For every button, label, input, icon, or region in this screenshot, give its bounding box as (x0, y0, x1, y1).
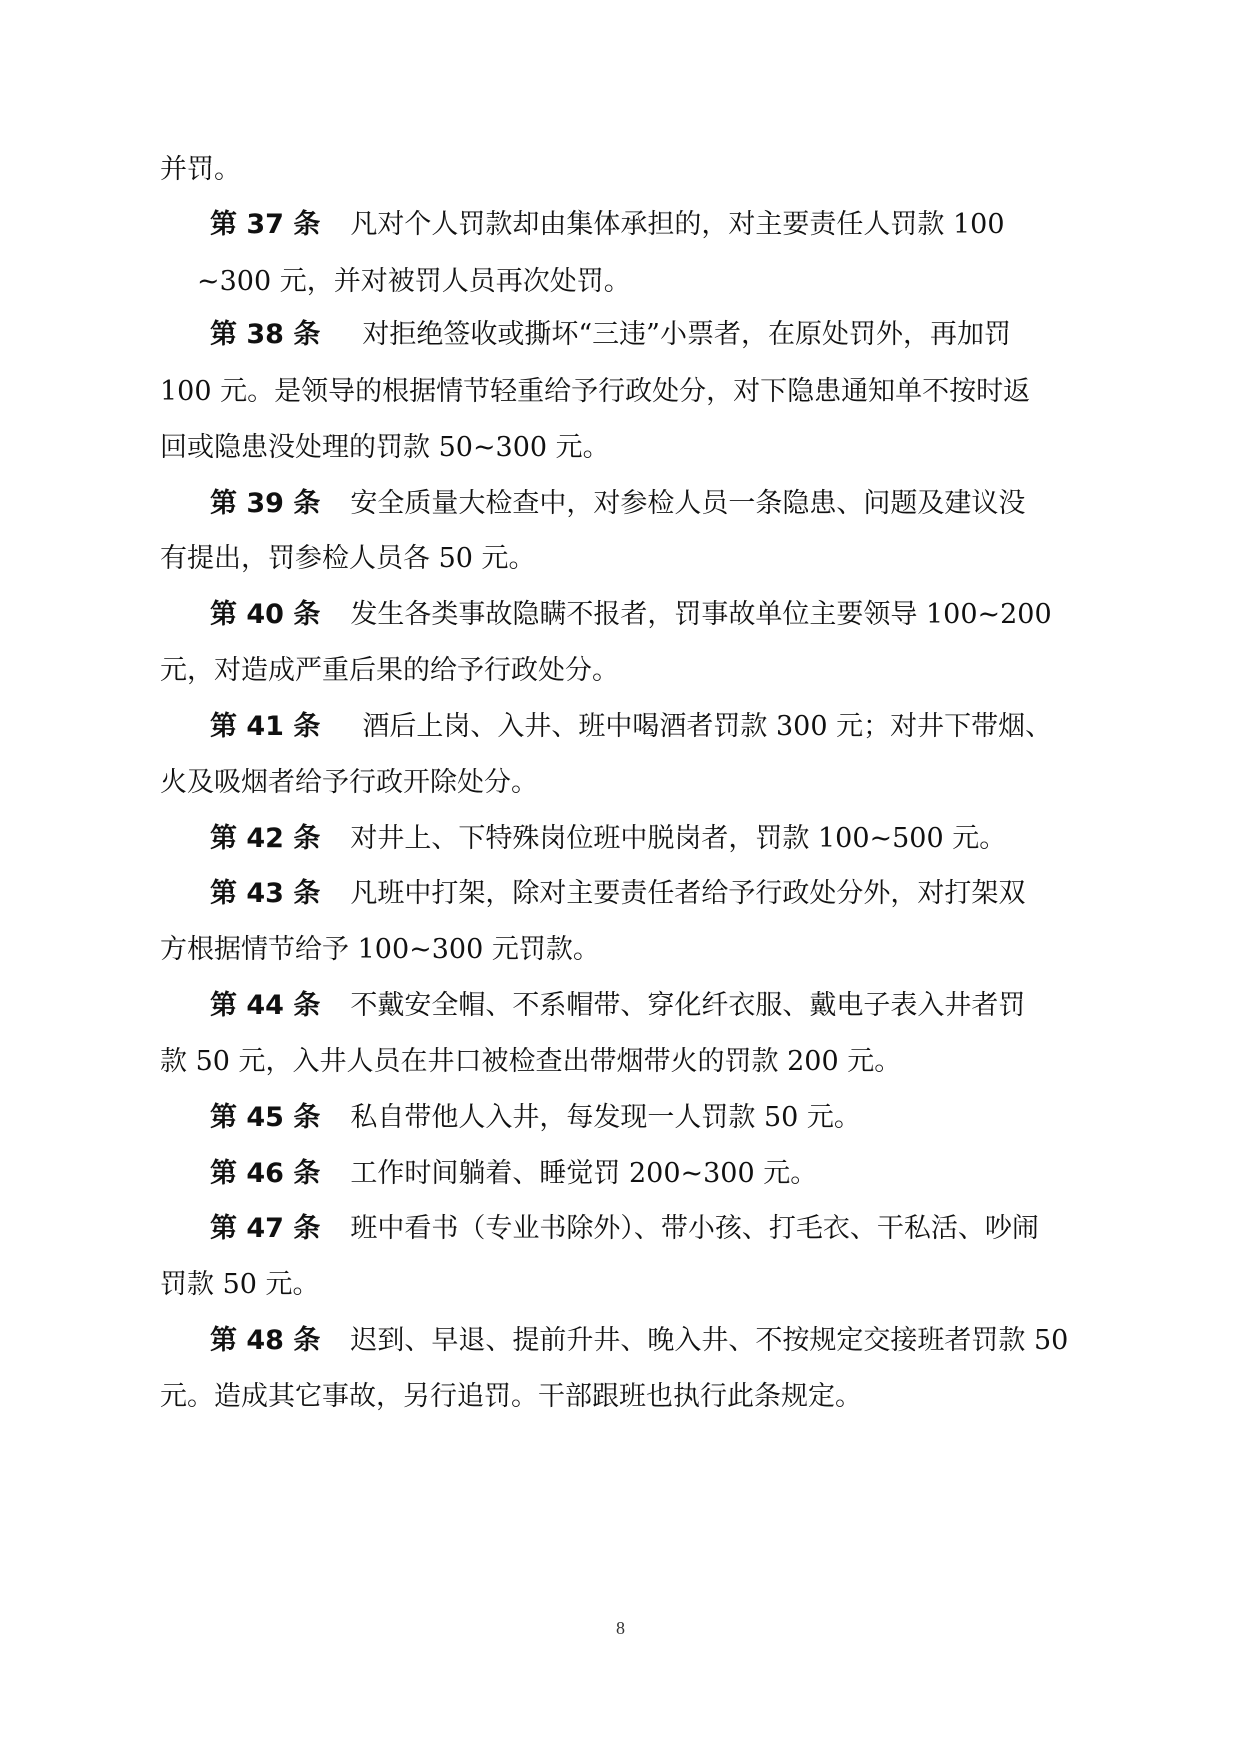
article-43-text-2: 方根据情节给予 100~300 元罚款。 (160, 934, 600, 965)
article-47-first-line (210, 1212, 1039, 1246)
article-39-text-2: 有提出，罚参检人员各 50 元。 (160, 543, 536, 574)
page-number: 8 (616, 1618, 625, 1638)
article-48-label: 第 48 条 (210, 1325, 321, 1356)
continuation-text: 并罚。 (160, 154, 241, 185)
article-47-label: 第 47 条 (210, 1213, 321, 1244)
article-46-label: 第 46 条 (210, 1158, 321, 1189)
article-40-line-2 (160, 654, 619, 688)
article-43-label: 第 43 条 (210, 878, 321, 909)
article-38-text-2: 100 元。是领导的根据情节轻重给予行政处分，对下隐患通知单不按时返 (160, 376, 1031, 407)
article-39-label: 第 39 条 (210, 488, 321, 519)
article-40-label: 第 40 条 (210, 599, 321, 630)
article-42-first-line (210, 822, 1006, 856)
article-38-first-line (210, 318, 1011, 352)
article-41-line-2 (160, 766, 538, 800)
article-37-line-2 (197, 265, 631, 299)
article-39-first-line (210, 487, 1025, 521)
article-45-text-1: 私自带他人入井，每发现一人罚款 50 元。 (350, 1102, 861, 1133)
article-47-line-2 (160, 1268, 320, 1302)
article-37-text-2: ~300 元，并对被罚人员再次处罚。 (197, 266, 631, 297)
article-38-line-3 (160, 431, 610, 465)
article-41-text-2: 火及吸烟者给予行政开除处分。 (160, 767, 538, 798)
continuation-line (160, 153, 241, 187)
article-42-label: 第 42 条 (210, 823, 321, 854)
article-37-label: 第 37 条 (210, 209, 321, 240)
article-45-label: 第 45 条 (210, 1102, 321, 1133)
article-37-text-1: 凡对个人罚款却由集体承担的，对主要责任人罚款 100 (350, 209, 1005, 240)
article-38-label: 第 38 条 (210, 319, 321, 350)
article-46-text-1: 工作时间躺着、睡觉罚 200~300 元。 (350, 1158, 818, 1189)
article-41-text-1: 酒后上岗、入井、班中喝酒者罚款 300 元；对井下带烟、 (362, 711, 1053, 742)
article-44-line-2 (160, 1045, 901, 1079)
article-48-text-2: 元。造成其它事故，另行追罚。干部跟班也执行此条规定。 (160, 1381, 862, 1412)
article-46-first-line (210, 1157, 817, 1191)
article-40-text-2: 元，对造成严重后果的给予行政处分。 (160, 655, 619, 686)
article-44-label: 第 44 条 (210, 990, 321, 1021)
article-39-text-1: 安全质量大检查中，对参检人员一条隐患、问题及建议没 (350, 488, 1026, 519)
article-48-text-1: 迟到、早退、提前升井、晚入井、不按规定交接班者罚款 50 (350, 1325, 1069, 1356)
article-39-line-2 (160, 542, 536, 576)
article-38-text-1: 对拒绝签收或撕坏“三违”小票者，在原处罚外，再加罚 (362, 319, 1011, 350)
article-43-line-2 (160, 933, 600, 967)
article-47-text-2: 罚款 50 元。 (160, 1269, 320, 1300)
article-41-label: 第 41 条 (210, 711, 321, 742)
article-38-text-3: 回或隐患没处理的罚款 50~300 元。 (160, 432, 610, 463)
article-44-first-line (210, 989, 1025, 1023)
article-37-first-line (210, 208, 1005, 242)
article-42-text-1: 对井上、下特殊岗位班中脱岗者，罚款 100~500 元。 (350, 823, 1007, 854)
article-40-first-line (210, 598, 1052, 632)
article-47-text-1: 班中看书（专业书除外）、带小孩、打毛衣、干私活、吵闹 (350, 1213, 1039, 1244)
article-48-first-line (210, 1324, 1068, 1358)
article-45-first-line (210, 1101, 861, 1135)
article-48-line-2 (160, 1380, 862, 1414)
article-38-line-2 (160, 375, 1030, 409)
article-44-text-2: 款 50 元，入井人员在井口被检查出带烟带火的罚款 200 元。 (160, 1046, 902, 1077)
article-44-text-1: 不戴安全帽、不系帽带、穿化纤衣服、戴电子表入井者罚 (350, 990, 1026, 1021)
article-43-text-1: 凡班中打架，除对主要责任者给予行政处分外，对打架双 (350, 878, 1026, 909)
article-40-text-1: 发生各类事故隐瞒不报者，罚事故单位主要领导 100~200 (350, 599, 1052, 630)
article-41-first-line (210, 710, 1052, 744)
article-43-first-line (210, 877, 1025, 911)
